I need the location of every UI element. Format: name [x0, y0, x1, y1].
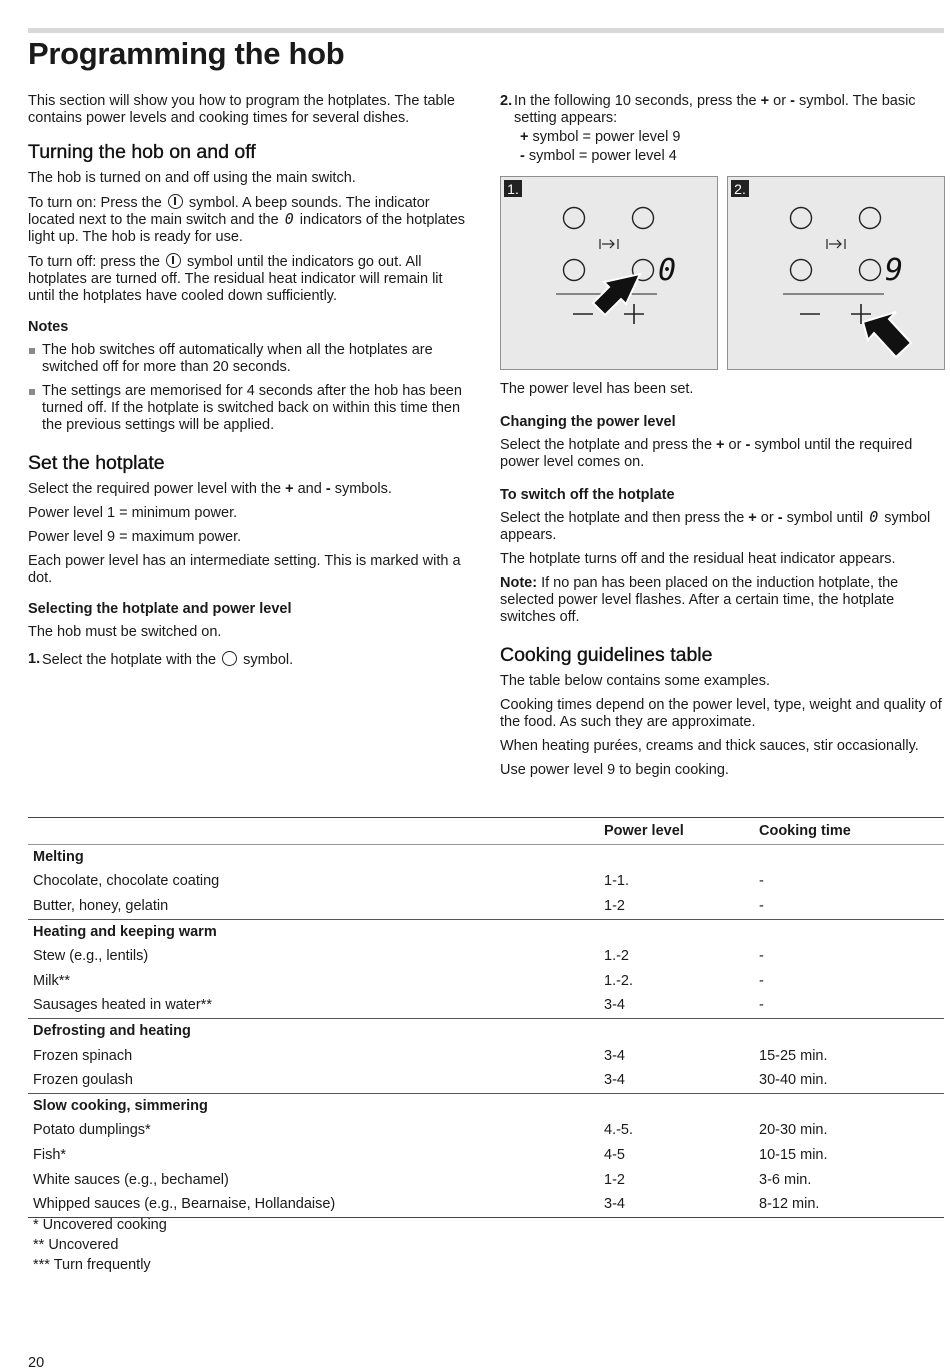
hotplate-ring-icon — [860, 260, 881, 281]
hotplate-ring-icon — [791, 260, 812, 281]
hotplate-ring-icon — [222, 651, 237, 666]
turn-on-paragraph: To turn on: Press the symbol. A beep sounds. The indicator located next to the main switch and the 0 indicators of the hotplates light up. The hob is ready for use. — [28, 195, 466, 245]
right-column — [500, 93, 944, 786]
power-symbol-icon — [168, 194, 183, 209]
guidelines-p3: When heating purées, creams and thick sauces, stir occasionally. — [500, 738, 919, 754]
page-number: 20 — [28, 1355, 45, 1371]
hotplate-ring-icon — [633, 208, 654, 229]
guidelines-p1: The table below contains some examples. — [500, 673, 771, 689]
intro-paragraph: This section will show you how to program the hotplates. The table contains power levels and cooking times for several dishes. — [28, 93, 455, 126]
switchoff-p2: The hotplate turns off and the residual heat indicator appears. — [500, 551, 896, 567]
hotplate-ring-icon — [791, 208, 812, 229]
footnote: *** Turn frequently — [33, 1257, 151, 1273]
guidelines-heading: Cooking guidelines table — [500, 644, 713, 666]
notes-heading: Notes — [28, 319, 69, 335]
diagram-label: 1. — [507, 181, 519, 197]
timer-icon — [827, 239, 845, 249]
hotplate-ring-icon — [564, 208, 585, 229]
plus-icon — [624, 304, 644, 324]
changing-heading: Changing the power level — [500, 414, 676, 430]
selecting-heading: Selecting the hotplate and power level — [28, 601, 292, 617]
table-group-row: Heating and keeping warm — [28, 919, 944, 944]
set-p2: Power level 1 = minimum power. — [28, 505, 238, 521]
turning-p1: The hob is turned on and off using the main switch. — [28, 170, 356, 186]
col-header-power: Power level — [599, 818, 754, 845]
footnotes — [33, 1217, 167, 1277]
step-1: 1. Select the hotplate with the symbol. — [28, 651, 294, 668]
selecting-p: The hob must be switched on. — [28, 624, 222, 640]
changing-p: Select the hotplate and press the + or - symbol until the required power level comes on. — [500, 437, 913, 470]
table-group-row: Melting — [33, 848, 84, 865]
top-rule — [28, 28, 944, 33]
hob-diagrams — [500, 176, 944, 370]
col-header-time: Cooking time — [754, 818, 944, 845]
table-row: Frozen goulash 3-4 30-40 min. — [33, 1072, 828, 1089]
guidelines-p4: Use power level 9 to begin cooking. — [500, 762, 729, 778]
segment-display: 0 — [658, 253, 677, 288]
timer-icon — [600, 239, 618, 249]
set-done: The power level has been set. — [500, 381, 694, 397]
hob-diagram-step-2 — [727, 176, 945, 370]
table-row: Milk** 1.-2. - — [33, 972, 764, 989]
pointer-arrow-icon — [863, 312, 911, 357]
table-row: Fish* 4-5 10-15 min. — [33, 1146, 828, 1163]
note-paragraph: Note: If no pan has been placed on the induction hotplate, the selected power level flashes. After a certain time, the hotplate switches off. — [500, 575, 899, 625]
turn-off-paragraph: To turn off: press the symbol until the indicators go out. All hotplates are turned off. The residual heat indicator will remain lit until the hotplates have cooled down sufficiently. — [28, 254, 443, 304]
table-header-row — [28, 818, 944, 845]
table-row: White sauces (e.g., bechamel) 1-2 3-6 min. — [33, 1171, 812, 1188]
table-row: Butter, honey, gelatin 1-2 - — [33, 897, 764, 914]
table-row: Potato dumplings* 4.-5. 20-30 min. — [33, 1122, 828, 1139]
set-p3: Power level 9 = maximum power. — [28, 529, 242, 545]
table-row: Chocolate, chocolate coating 1-1. - — [33, 873, 764, 890]
hotplate-ring-icon — [564, 260, 585, 281]
col-header-food — [28, 818, 599, 845]
set-heading: Set the hotplate — [28, 452, 165, 474]
guidelines-p2: Cooking times depend on the power level, type, weight and quality of the food. As such they are approximate. — [500, 697, 942, 730]
table-row: Stew (e.g., lentils) 1.-2 - — [33, 948, 764, 965]
notes-list — [28, 342, 470, 434]
step-2: 2. In the following 10 seconds, press the + or - symbol. The basic setting appears: — [500, 93, 916, 126]
segment-display-zero-icon: 0 — [284, 210, 294, 228]
note-item: The hob switches off automatically when all the hotplates are switched off for more than 20 seconds. — [28, 342, 470, 376]
hob-diagram-step-1 — [500, 176, 718, 370]
table-row: Whipped sauces (e.g., Bearnaise, Hollandaise) 3-4 8-12 min. — [28, 1192, 944, 1217]
set-p4: Each power level has an intermediate setting. This is marked with a dot. — [28, 553, 461, 586]
minus-symbol-line: - symbol = power level 4 — [520, 148, 677, 164]
footnote: * Uncovered cooking — [33, 1217, 167, 1233]
segment-display: 9 — [885, 253, 904, 288]
plus-symbol-line: + symbol = power level 9 — [520, 129, 681, 145]
page-title: Programming the hob — [28, 36, 345, 71]
segment-display-zero-icon: 0 — [869, 508, 879, 526]
table-row: Sausages heated in water** 3-4 - — [33, 997, 764, 1014]
set-p1: Select the required power level with the + and - symbols. — [28, 481, 392, 497]
diagram-label: 2. — [734, 181, 746, 197]
power-symbol-icon — [166, 253, 181, 268]
switchoff-heading: To switch off the hotplate — [500, 487, 675, 503]
switchoff-p1: Select the hotplate and then press the + or - symbol until 0 symbol appears. — [500, 508, 931, 543]
table-row: Frozen spinach 3-4 15-25 min. — [33, 1047, 828, 1064]
turning-heading: Turning the hob on and off — [28, 141, 256, 163]
table-group-row: Defrosting and heating — [28, 1019, 944, 1044]
note-item: The settings are memorised for 4 seconds after the hob has been turned off. If the hotplate is switched back on within this time then the previous settings will be applied. — [28, 383, 470, 434]
footnote: ** Uncovered — [33, 1237, 119, 1253]
left-column — [28, 93, 470, 673]
hotplate-ring-icon — [860, 208, 881, 229]
table-group-row: Slow cooking, simmering — [28, 1093, 944, 1118]
cooking-guidelines-table — [28, 817, 944, 1218]
